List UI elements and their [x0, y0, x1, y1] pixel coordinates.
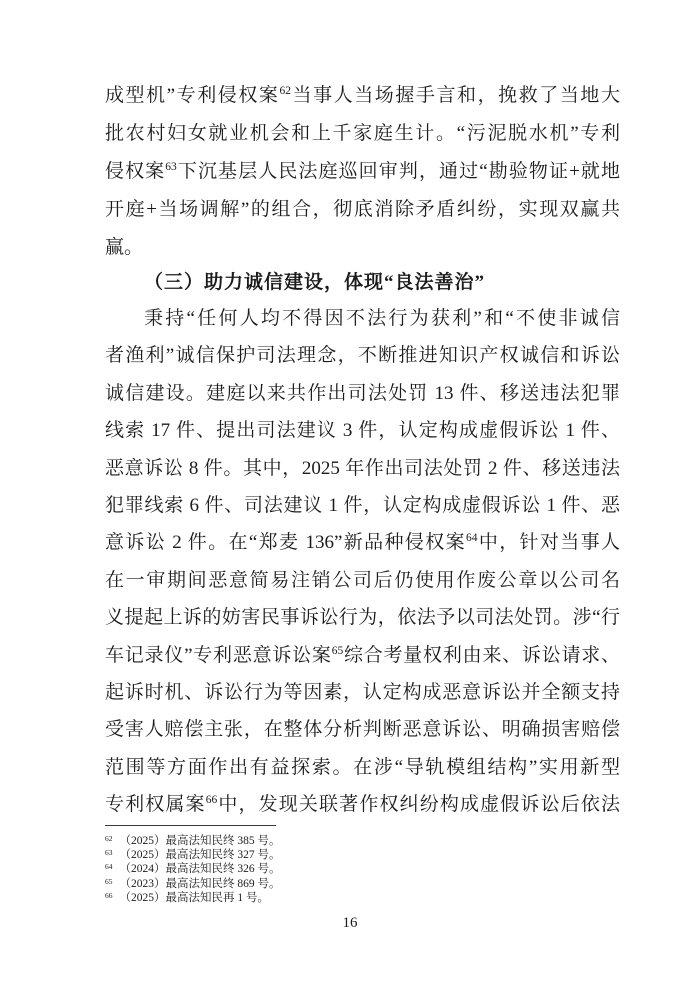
- text-segment: 专利权属案: [105, 794, 206, 816]
- text-segment: 犯罪线索 6 件、司法建议 1 件，认定构成虚假诉讼 1 件、恶: [105, 495, 620, 517]
- footnote-ref: 62: [279, 85, 291, 97]
- footnotes-list: [105, 834, 605, 905]
- text-segment: 起诉时机、诉讼行为等因素，认定构成恶意诉讼并全额支持: [105, 682, 620, 704]
- text-line: [105, 153, 620, 191]
- text-line: [105, 599, 620, 636]
- text-segment: 中，针对当事人: [477, 532, 620, 554]
- text-line: [105, 524, 620, 561]
- text-line: [105, 375, 620, 412]
- text-segment: 受害人赔偿主张，在整体分析判断恶意诉讼、明确损害赔偿: [105, 719, 620, 741]
- text-segment: 诚信建设。建庭以来共作出司法处罚 13 件、移送违法犯罪: [105, 382, 620, 404]
- footnote-ref: 64: [465, 532, 478, 545]
- text-line: [105, 487, 620, 524]
- text-line: [105, 862, 605, 876]
- text-line: [105, 711, 620, 748]
- text-segment: 成型机”专利侵权案: [105, 85, 280, 106]
- text-segment: 义提起上诉的妨害民事诉讼行为，依法予以司法处罚。涉“行: [105, 607, 620, 629]
- text-segment: 范围等方面作出有益探索。在涉“导轨模组结构”实用新型: [105, 756, 620, 778]
- text-segment: 综合考量权利由来、诉讼请求、: [343, 644, 620, 666]
- text-line: [105, 77, 620, 115]
- text-segment: 线索 17 件、提出司法建议 3 件，认定构成虚假诉讼 1 件、: [105, 420, 620, 442]
- text-line: [105, 749, 620, 786]
- text-line: [105, 786, 620, 823]
- text-segment: 在一审期间恶意简易注销公司后仍使用作废公章以公司名: [105, 569, 620, 591]
- text-segment: （2025）最高法知民终 385 号。: [119, 835, 281, 847]
- text-segment: 当事人当场握手言和，挽救了当地大: [291, 85, 620, 106]
- footnote-ref: 66: [105, 890, 113, 900]
- footnote-ref: 63: [105, 848, 113, 858]
- text-line: [105, 191, 620, 229]
- text-line: [105, 877, 605, 891]
- footnote-ref: 66: [205, 794, 218, 807]
- body-paragraph-continuation: [105, 77, 620, 267]
- text-segment: 赢。: [105, 237, 144, 258]
- footnote-separator: [105, 825, 276, 826]
- footnote-ref: 65: [331, 644, 344, 657]
- text-segment: 意诉讼 2 件。在“郑麦 136”新品种侵权案: [105, 532, 466, 554]
- section-heading: （三）助力诚信建设，体现“良法善治”: [144, 272, 486, 293]
- text-segment: 恶意诉讼 8 件。其中，2025 年作出司法处罚 2 件、移送违法: [105, 457, 620, 479]
- text-line: [105, 834, 605, 848]
- page-number: 16: [342, 915, 358, 931]
- text-segment: 车记录仪”专利恶意诉讼案: [105, 644, 332, 666]
- text-line: [105, 450, 620, 487]
- footnote-ref: 64: [105, 862, 113, 872]
- text-segment: 下沉基层人民法庭巡回审判，通过“勘验物证+就地: [176, 161, 620, 182]
- text-segment: 者渔利”诚信保护司法理念，不断推进知识产权诚信和诉讼: [105, 345, 620, 367]
- text-segment: 中，发现关联著作权纠纷构成虚假诉讼后依法: [217, 794, 620, 816]
- text-segment: （2025）最高法知民再 1 号。: [119, 891, 269, 904]
- text-segment: 批农村妇女就业机会和上千家庭生计。“污泥脱水机”专利: [105, 123, 620, 144]
- footnote-ref: 63: [165, 161, 177, 173]
- text-line: [105, 412, 620, 449]
- footnote-ref: 65: [105, 876, 113, 886]
- text-segment: （2023）最高法知民终 869 号。: [119, 877, 281, 890]
- text-line: [105, 637, 620, 674]
- text-line: [105, 891, 605, 905]
- text-line: [105, 300, 620, 337]
- text-line: [105, 337, 620, 374]
- text-segment: 侵权案: [105, 161, 166, 182]
- footnote-ref: 62: [105, 834, 113, 843]
- text-segment: （2024）最高法知民终 326 号。: [119, 863, 281, 876]
- text-line: [105, 115, 620, 153]
- text-segment: 开庭+当场调解”的组合，彻底消除矛盾纠纷，实现双赢共: [105, 199, 620, 220]
- body-paragraph-integrity-section: [105, 300, 620, 824]
- text-line: [105, 848, 605, 862]
- text-segment: 秉持“任何人均不得因不法行为获利”和“不使非诚信: [144, 308, 620, 329]
- text-segment: （2025）最高法知民终 327 号。: [119, 849, 281, 862]
- text-line: [105, 229, 620, 267]
- text-line: [105, 562, 620, 599]
- text-line: [105, 674, 620, 711]
